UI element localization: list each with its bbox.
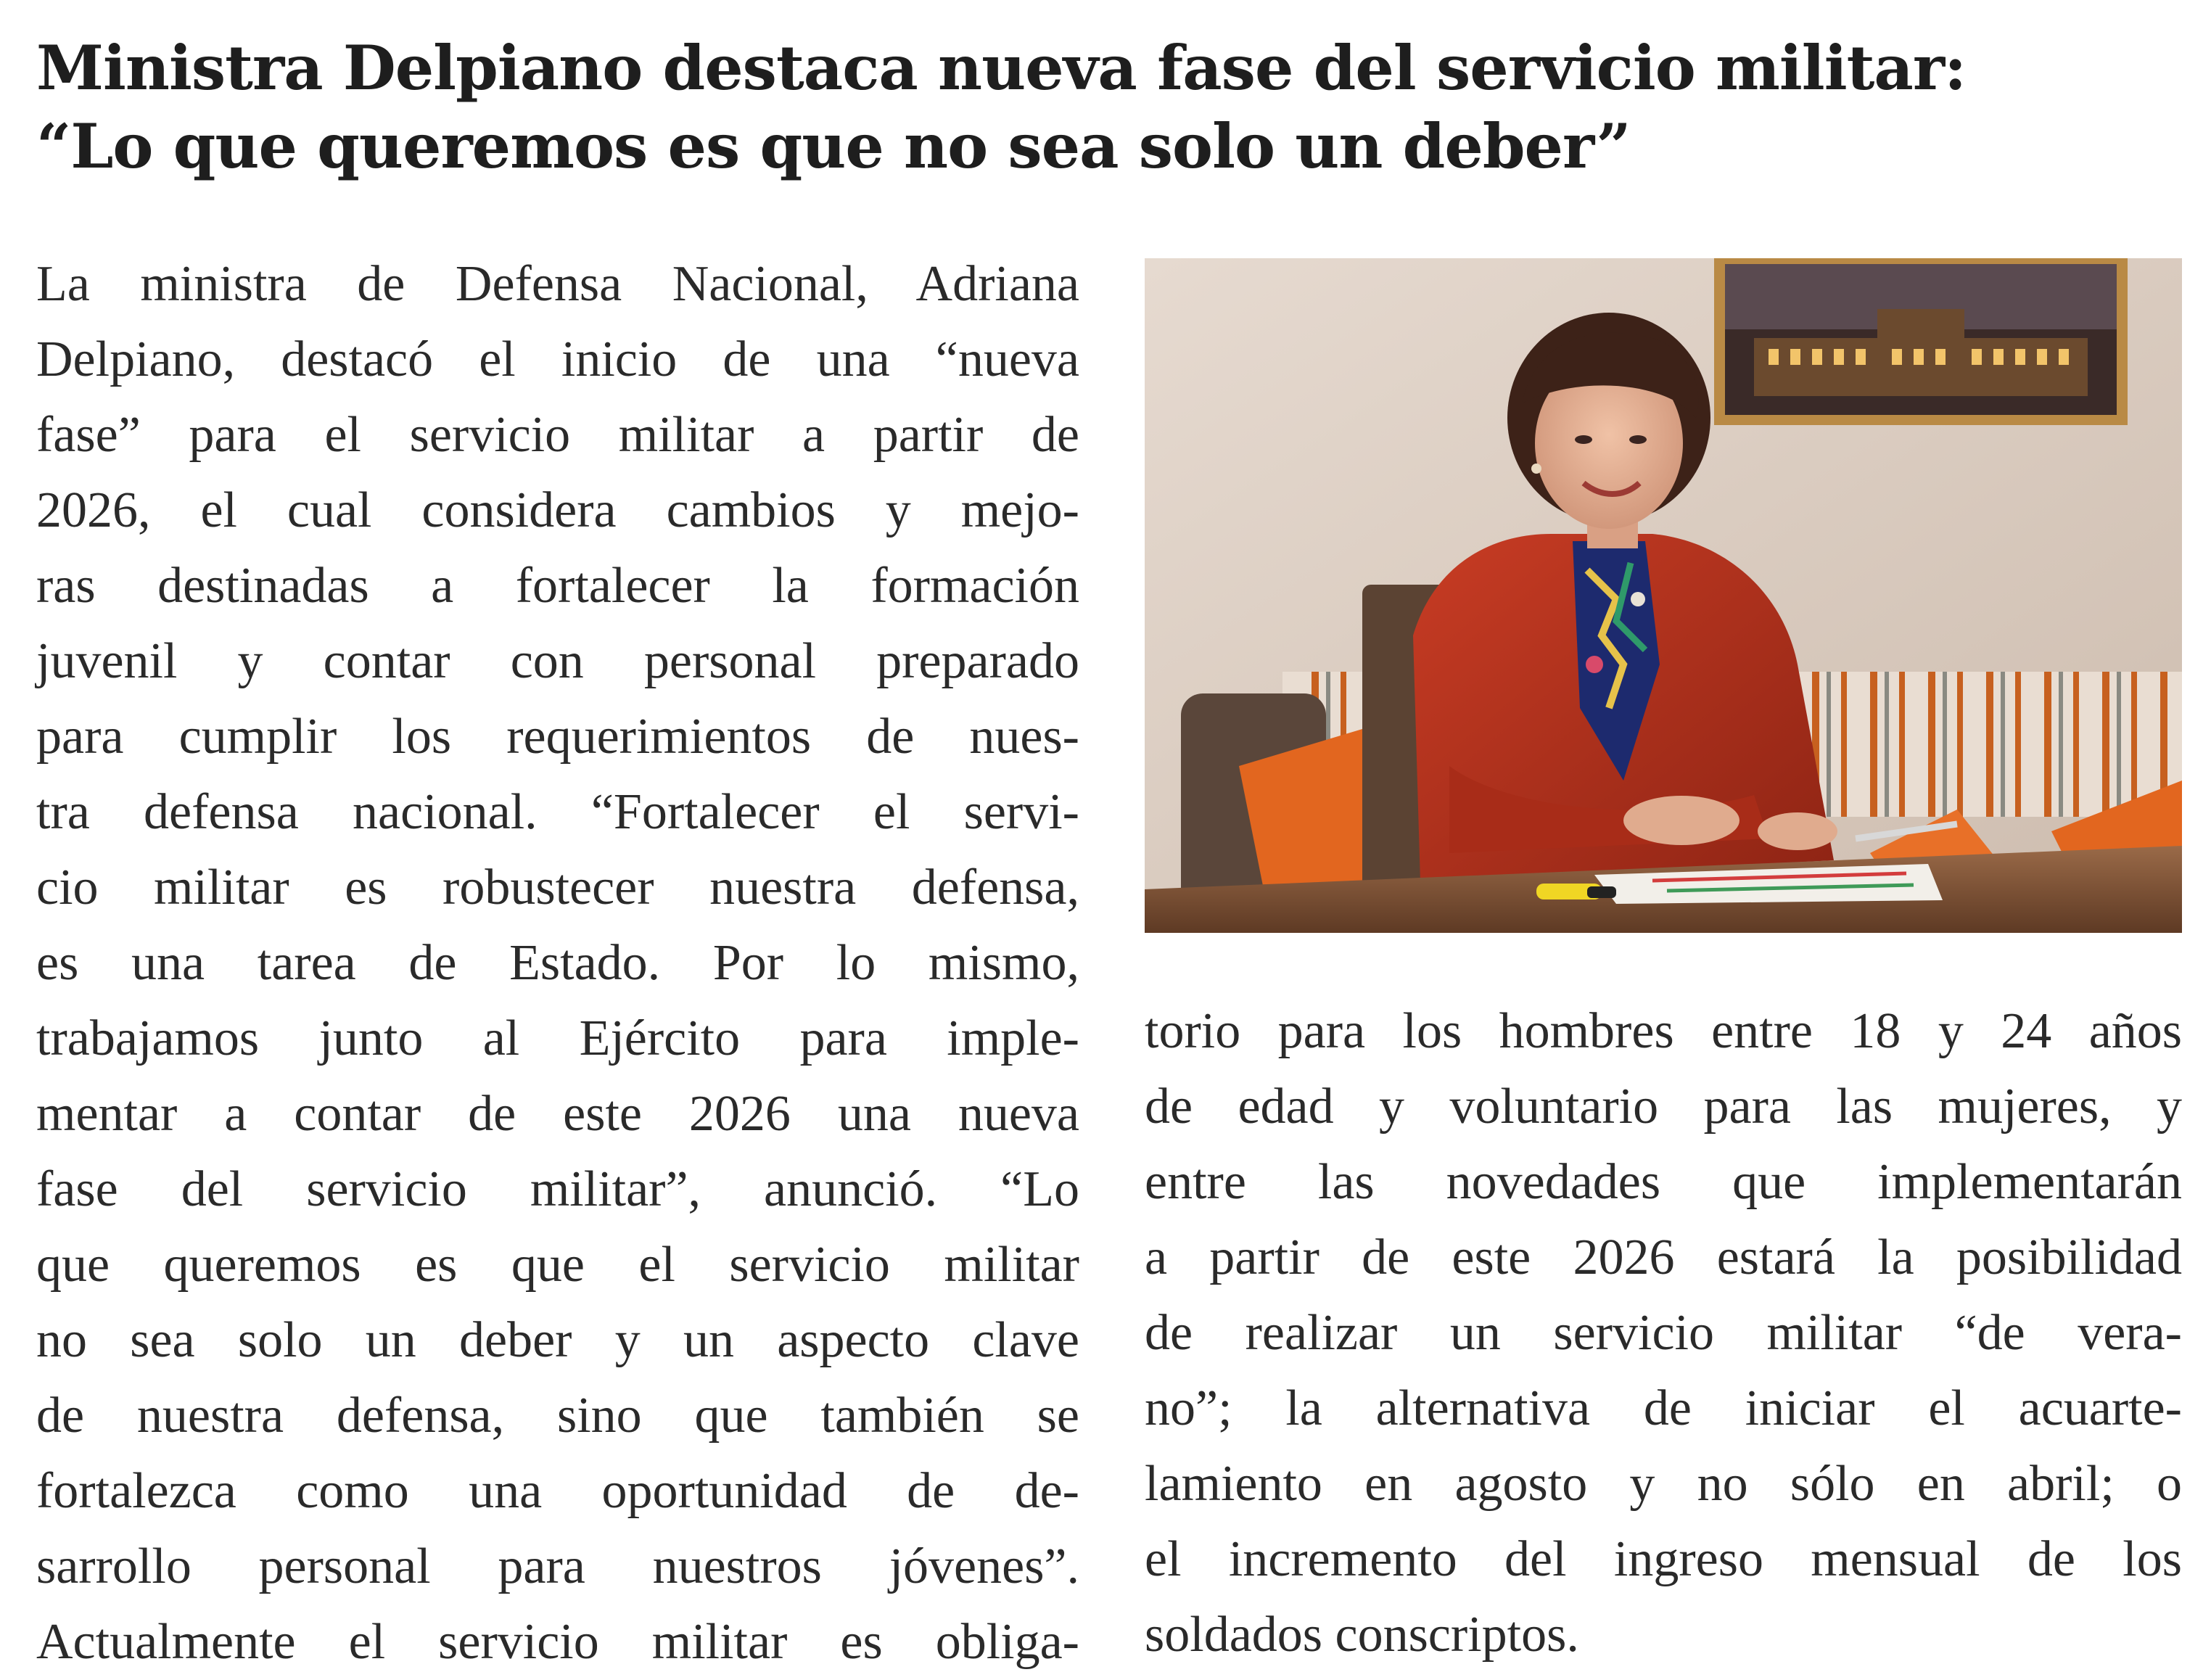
- body-line: a partir de este 2026 estará la posibilidad: [1145, 1230, 2182, 1285]
- body-line: juvenil y contar con personal preparado: [36, 633, 1079, 689]
- headline: [36, 29, 2183, 186]
- headline-line: “Lo que queremos es que no sea solo un deber”: [36, 110, 1631, 182]
- body-line: de realizar un servicio militar “de vera-: [1145, 1305, 2182, 1361]
- body-line: ras destinadas a fortalecer la formación: [36, 558, 1079, 614]
- article-body-left-column: [36, 247, 1079, 1680]
- body-line: La ministra de Defensa Nacional, Adriana: [36, 256, 1079, 312]
- body-line: el incremento del ingreso mensual de los: [1145, 1531, 2182, 1587]
- body-line: fortalezca como una oportunidad de de-: [36, 1463, 1079, 1519]
- article-photo: [1145, 258, 2182, 933]
- body-line: de edad y voluntario para las mujeres, y: [1145, 1079, 2182, 1135]
- body-line: trabajamos junto al Ejército para imple-: [36, 1010, 1079, 1066]
- body-line: para cumplir los requerimientos de nues-: [36, 709, 1079, 765]
- body-line: sarrollo personal para nuestros jóvenes”.: [36, 1539, 1079, 1594]
- body-line: Actualmente el servicio militar es obliga-: [36, 1614, 1079, 1670]
- body-line: torio para los hombres entre 18 y 24 años: [1145, 1003, 2182, 1059]
- body-line: entre las novedades que implementarán: [1145, 1154, 2182, 1210]
- body-line: no sea solo un deber y un aspecto clave: [36, 1312, 1079, 1368]
- body-line: soldados conscriptos.: [1145, 1607, 1579, 1663]
- framed-painting: [1714, 258, 2128, 425]
- body-line: que queremos es que el servicio militar: [36, 1237, 1079, 1293]
- body-line: fase” para el servicio militar a partir de: [36, 407, 1079, 463]
- body-line: lamiento en agosto y no sólo en abril; o: [1145, 1456, 2182, 1512]
- body-line: tra defensa nacional. “Fortalecer el servi-: [36, 784, 1079, 840]
- body-line: no”; la alternativa de iniciar el acuarte-: [1145, 1380, 2182, 1436]
- headline-line: Ministra Delpiano destaca nueva fase del servicio militar:: [36, 32, 1967, 104]
- body-line: fase del servicio militar”, anunció. “Lo: [36, 1161, 1079, 1217]
- body-line: es una tarea de Estado. Por lo mismo,: [36, 935, 1079, 991]
- body-line: 2026, el cual considera cambios y mejo-: [36, 482, 1079, 538]
- body-line: Delpiano, destacó el inicio de una “nueva: [36, 332, 1079, 387]
- body-line: mentar a contar de este 2026 una nueva: [36, 1086, 1079, 1142]
- body-line: de nuestra defensa, sino que también se: [36, 1388, 1079, 1444]
- article-body-right-column: [1145, 994, 2182, 1673]
- body-line: cio militar es robustecer nuestra defensa,: [36, 860, 1079, 915]
